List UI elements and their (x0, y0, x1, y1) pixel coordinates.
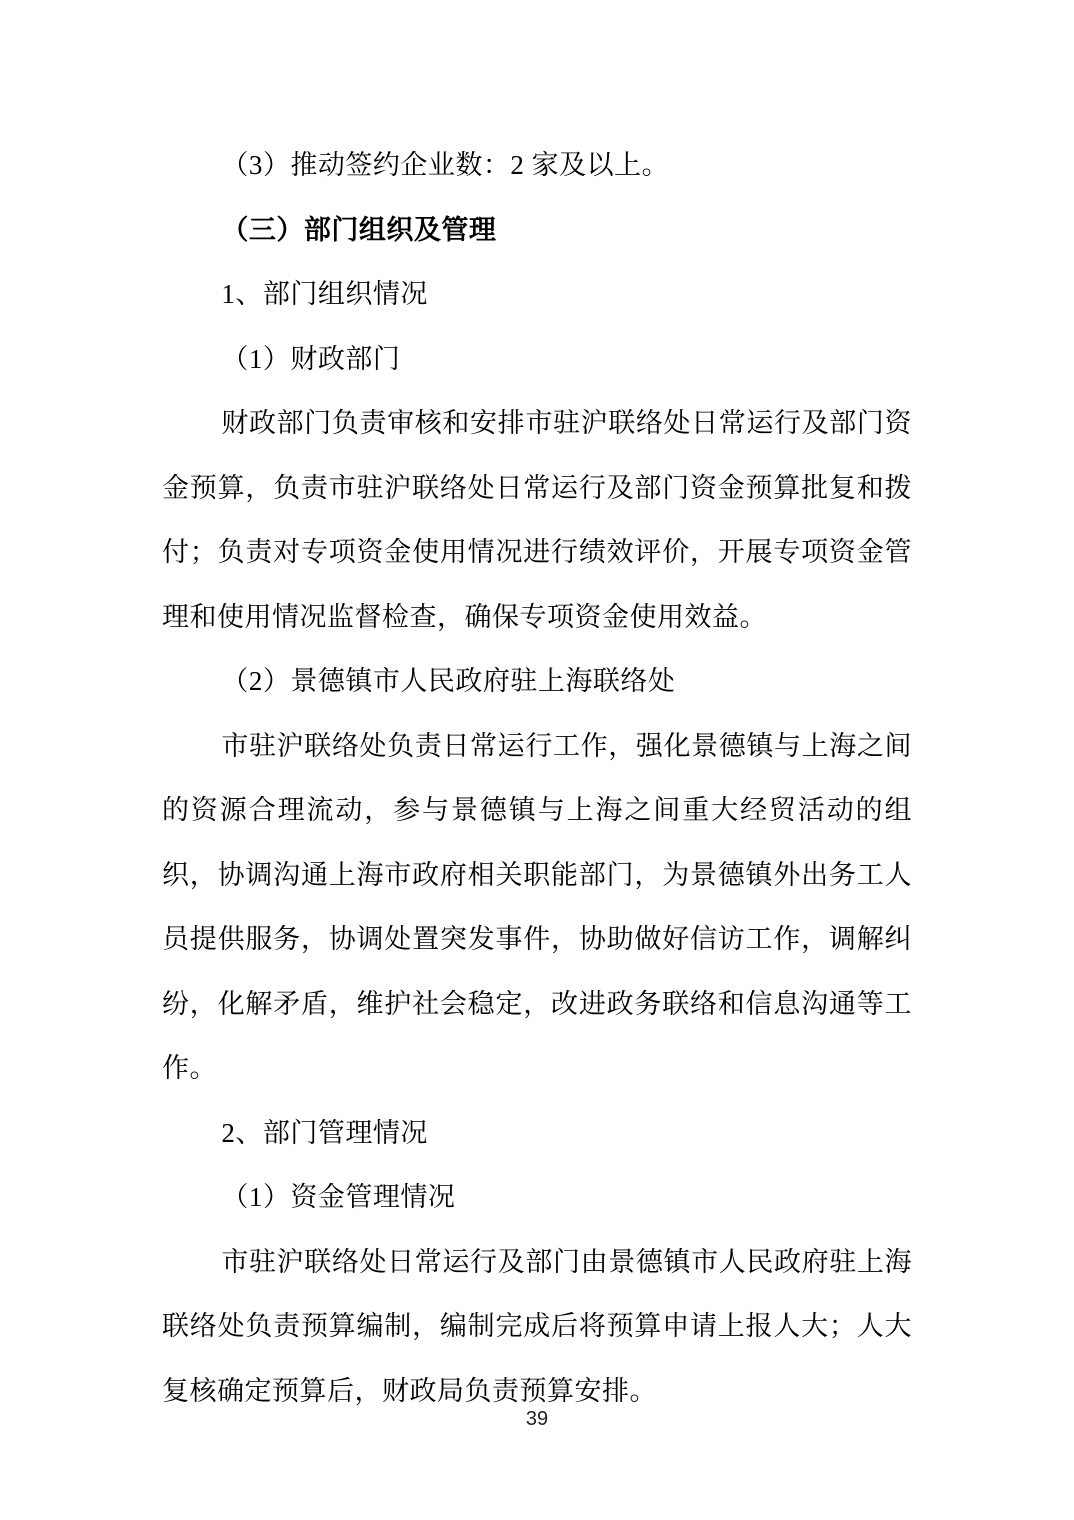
subheading-management-situation: 2、部门管理情况 (221, 1117, 428, 1148)
list-item-sign-target: （3）推动签约企业数：2 家及以上。 (221, 150, 670, 180)
section-heading-org-management: （三）部门组织及管理 (221, 214, 497, 245)
paragraph-finance-dept-duties: 财政部门负责审核和安排市驻沪联络处日常运行及部门资金预算，负责市驻沪联络处日常运行及部门资金预算批复和拨付；负责对专项资金使用情况进行绩效评价，开展专项资金管理和使用情况监督检查，确保专项资金使用效益。 (162, 408, 912, 632)
page-body (162, 133, 912, 1423)
subheading-org-situation: 1、部门组织情况 (221, 279, 428, 309)
subitem-fund-management: （1）资金管理情况 (221, 1182, 456, 1212)
page-number: 39 (525, 1408, 549, 1430)
subitem-finance-dept: （1）财政部门 (221, 343, 401, 374)
paragraph-budget-process: 市驻沪联络处日常运行及部门由景德镇市人民政府驻上海联络处负责预算编制，编制完成后将预算申请上报人大；人大复核确定预算后，财政局负责预算安排。 (162, 1246, 912, 1406)
paragraph-liaison-office-duties: 市驻沪联络处负责日常运行工作，强化景德镇与上海之间的资源合理流动，参与景德镇与上海之间重大经贸活动的组织，协调沟通上海市政府相关职能部门，为景德镇外出务工人员提供服务，协调处置突发事件，协助做好信访工作，调解纠纷，化解矛盾，维护社会稳定，改进政务联络和信息沟通等工作。 (162, 730, 912, 1083)
subitem-shanghai-liaison-office: （2）景德镇市人民政府驻上海联络处 (221, 666, 676, 696)
